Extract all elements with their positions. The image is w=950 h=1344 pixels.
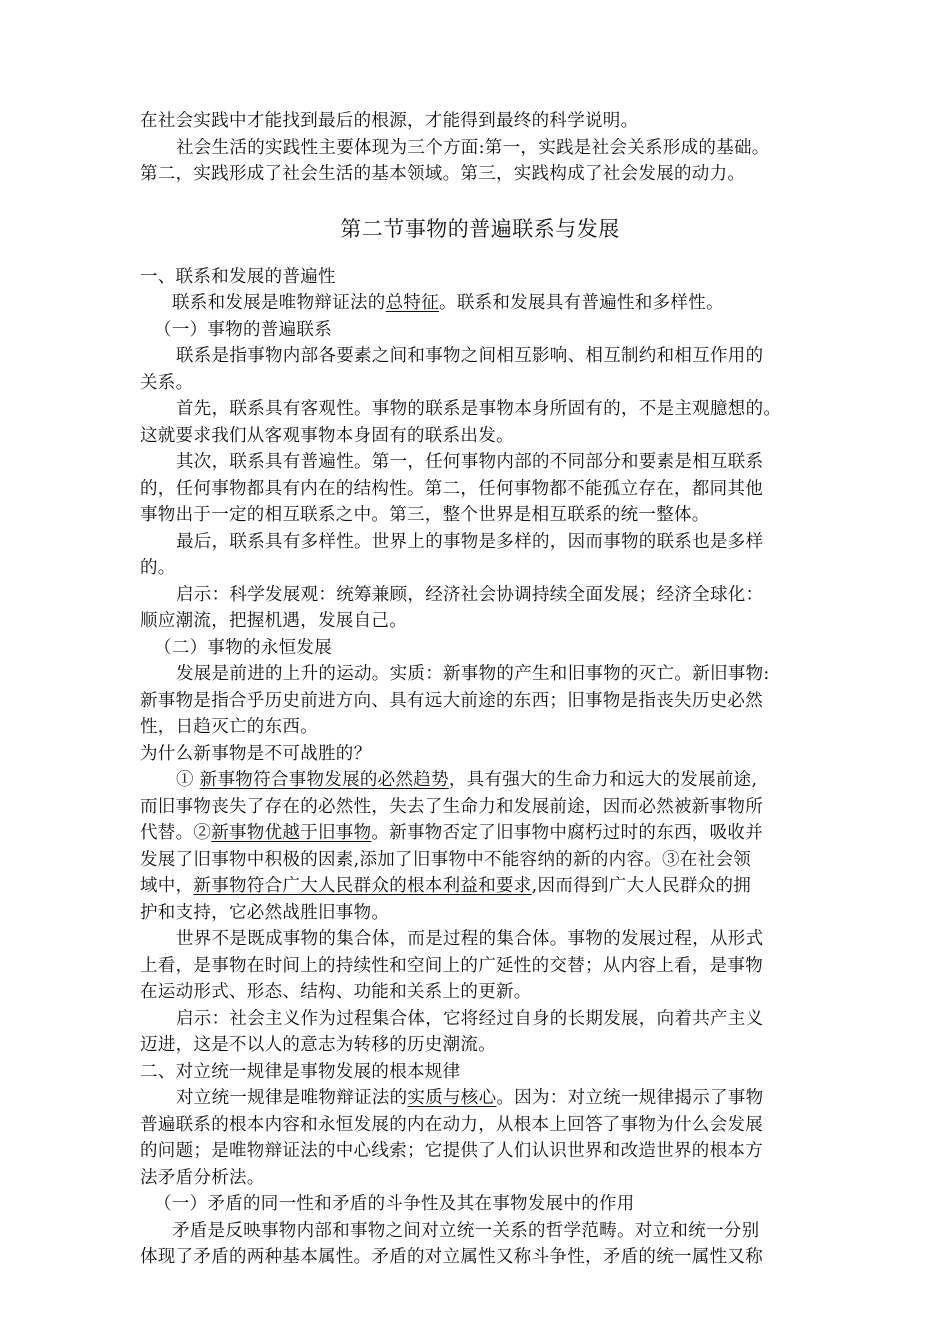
paragraph-line: 关系。 bbox=[140, 372, 194, 393]
paragraph-line: 在运动形式、形态、结构、功能和关系上的更新。 bbox=[140, 982, 532, 1002]
heading: 二、对立统一规律是事物发展的根本规律 bbox=[140, 1061, 461, 1082]
paragraph-line: 启示：社会主义作为过程集合体，它将经过自身的长期发展，向着共产主义 bbox=[176, 1008, 764, 1029]
paragraph-line: 联系是指事物内部各要素之间和事物之间相互影响、相互制约和相互作用的 bbox=[176, 346, 764, 366]
paragraph-line: 事物出于一定的相互联系之中。第三，整个世界是相互联系的统一整体。 bbox=[140, 505, 710, 525]
paragraph-line: 迈进，这是不以人的意志为转移的历史潮流。 bbox=[140, 1035, 496, 1055]
paragraph-line: 首先，联系具有客观性。事物的联系是事物本身所固有的，不是主观臆想的。 bbox=[176, 399, 782, 419]
paragraph-line: 上看，是事物在时间上的持续性和空间上的广延性的交替；从内容上看，是事物 bbox=[140, 955, 763, 976]
paragraph-line: 启示：科学发展观：统筹兼顾，经济社会协调持续全面发展；经济全球化： bbox=[176, 584, 764, 605]
paragraph-line: 新事物是指合乎历史前进方向、具有远大前途的东西；旧事物是指丧失历史必然 bbox=[140, 690, 763, 711]
paragraph-line: 发展了旧事物中积极的因素,添加了旧事物中不能容纳的新的内容。③在社会领 bbox=[140, 849, 752, 870]
subheading: （一）事物的普遍联系 bbox=[154, 319, 332, 340]
question-line: 为什么新事物是不可战胜的？ bbox=[140, 743, 372, 764]
paragraph-line: 法矛盾分析法。 bbox=[140, 1167, 265, 1188]
document-page bbox=[140, 108, 820, 1271]
section-title: 第二节事物的普遍联系与发展 bbox=[340, 216, 620, 241]
underlined-term: 新事物符合广大人民群众的根本利益和要求 bbox=[193, 876, 532, 896]
underlined-term: 新事物优越于旧事物 bbox=[211, 823, 372, 843]
paragraph-line: 代替。②新事物优越于旧事物。新事物否定了旧事物中腐朽过时的东西，吸收并 bbox=[140, 823, 764, 843]
paragraph-line: 域中，新事物符合广大人民群众的根本利益和要求,因而得到广大人民群众的拥 bbox=[140, 876, 752, 896]
paragraph-line: 最后，联系具有多样性。世界上的事物是多样的，因而事物的联系也是多样 bbox=[176, 531, 764, 552]
paragraph-line: 体现了矛盾的两种基本属性。矛盾的对立属性又称斗争性，矛盾的统一属性又称 bbox=[140, 1247, 763, 1267]
paragraph-line: 这就要求我们从客观事物本身固有的联系出发。 bbox=[140, 425, 514, 446]
subheading: （一）矛盾的同一性和矛盾的斗争性及其在事物发展中的作用 bbox=[154, 1194, 635, 1214]
paragraph-line: 顺应潮流，把握机遇，发展自己。 bbox=[140, 611, 407, 631]
paragraph-line: 矛盾是反映事物内部和事物之间对立统一关系的哲学范畴。对立和统一分别 bbox=[172, 1220, 760, 1241]
paragraph-line: 而旧事物丧失了存在的必然性，失去了生命力和发展前途，因而必然被新事物所 bbox=[140, 796, 763, 817]
paragraph-line: 发展是前进的上升的运动。实质：新事物的产生和旧事物的灭亡。新旧事物: bbox=[176, 664, 770, 684]
paragraph-line: 世界不是既成事物的集合体，而是过程的集合体。事物的发展过程，从形式 bbox=[176, 929, 764, 949]
underlined-term: 新事物符合事物发展的必然趋势 bbox=[199, 770, 449, 790]
paragraph-line: 普遍联系的根本内容和永恒发展的内在动力，从根本上回答了事物为什么会发展 bbox=[140, 1114, 763, 1135]
heading: 一、联系和发展的普遍性 bbox=[140, 266, 336, 287]
paragraph-line: 性，日趋灭亡的东西。 bbox=[140, 717, 318, 737]
paragraph-line: 社会生活的实践性主要体现为三个方面:第一，实践是社会关系形成的基础。 bbox=[176, 137, 770, 158]
paragraph-line: 护和支持，它必然战胜旧事物。 bbox=[140, 902, 390, 923]
paragraph-line: 第二，实践形成了社会生活的基本领域。第三，实践构成了社会发展的动力。 bbox=[140, 164, 746, 184]
underlined-term: 实质与核心 bbox=[407, 1088, 497, 1108]
paragraph-line: 对立统一规律是唯物辩证法的实质与核心。因为：对立统一规律揭示了事物 bbox=[176, 1088, 764, 1108]
paragraph-line: 联系和发展是唯物辩证法的总特征。联系和发展具有普遍性和多样性。 bbox=[172, 293, 724, 313]
paragraph-line: 在社会实践中才能找到最后的根源，才能得到最终的科学说明。 bbox=[140, 111, 639, 131]
paragraph-line: ① 新事物符合事物发展的必然趋势，具有强大的生命力和远大的发展前途, bbox=[176, 770, 758, 790]
paragraph-line: 的。 bbox=[140, 558, 176, 578]
paragraph-line: 其次，联系具有普遍性。第一，任何事物内部的不同部分和要素是相互联系 bbox=[176, 452, 764, 472]
paragraph-line: 的问题；是唯物辩证法的中心线索；它提供了人们认识世界和改造世界的根本方 bbox=[140, 1141, 763, 1161]
underlined-term: 总特征 bbox=[385, 293, 440, 313]
paragraph-line: 的，任何事物都具有内在的结构性。第二，任何事物都不能孤立存在，都同其他 bbox=[140, 478, 763, 499]
subheading: （二）事物的永恒发展 bbox=[154, 637, 332, 658]
